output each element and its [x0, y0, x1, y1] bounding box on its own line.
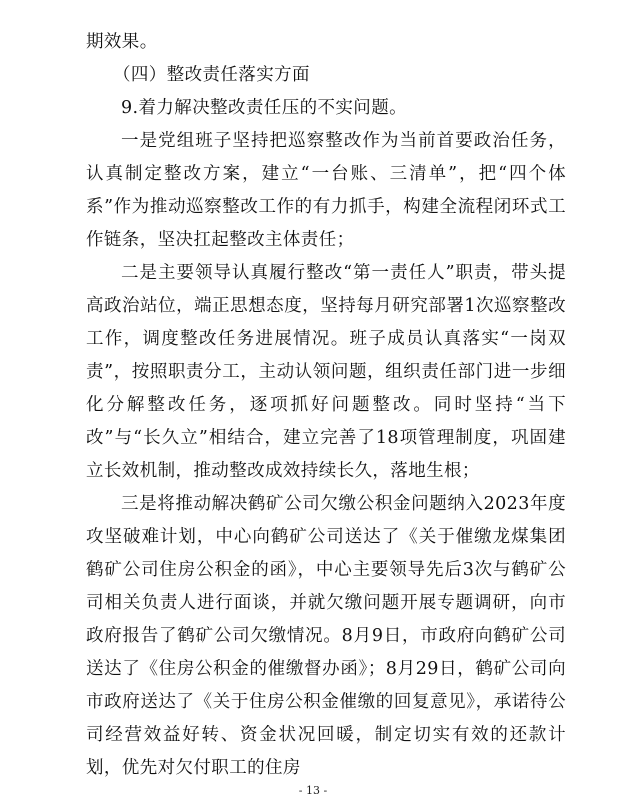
paragraph-second: 二是主要领导认真履行整改“第一责任人”职责，带头提高政治站位，端正思想态度，坚持每月研究部署1次巡察整改工作，调度整改任务进展情况。班子成员认真落实“一岗双责”，按照职责分工，主动认领问题，组织责任部门进一步细化分解整改任务，逐项抓好问题整改。同时坚持“当下改”与“长久立”相结合，建立完善了18项管理制度，巩固建立长效机制，推动整改成效持续长久，落地生根； [86, 263, 566, 481]
page-number: - 13 - [298, 784, 328, 797]
section-heading: （四）整改责任落实方面 [113, 65, 310, 85]
paragraph-first: 一是党组班子坚持把巡察整改作为当前首要政治任务，认真制定整改方案，建立“一台账、三清单”，把“四个体系”作为推动巡察整改工作的有力抓手，构建全流程闭环式工作链条，坚决扛起整改主体责任； [86, 131, 566, 250]
item-heading: 9.着力解决整改责任压的不实问题。 [121, 98, 407, 118]
body-text [86, 26, 566, 785]
paragraph-third: 三是将推动解决鹤矿公司欠缴公积金问题纳入2023年度攻坚破难计划，中心向鹤矿公司送达了《关于催缴龙煤集团鹤矿公司住房公积金的函》，中心主要领导先后3次与鹤矿公司相关负责人进行面谈，并就欠缴问题开展专题调研，向市政府报告了鹤矿公司欠缴情况。8月9日，市政府向鹤矿公司送达了《住房公积金的催缴督办函》；8月29日，鹤矿公司向市政府送达了《关于住房公积金催缴的回复意见》，承诺待公司经营效益好转、资金状况回暖，制定切实有效的还款计划，优先对欠付职工的住房 [86, 494, 566, 778]
paragraph-continuation: 期效果。 [86, 32, 158, 52]
